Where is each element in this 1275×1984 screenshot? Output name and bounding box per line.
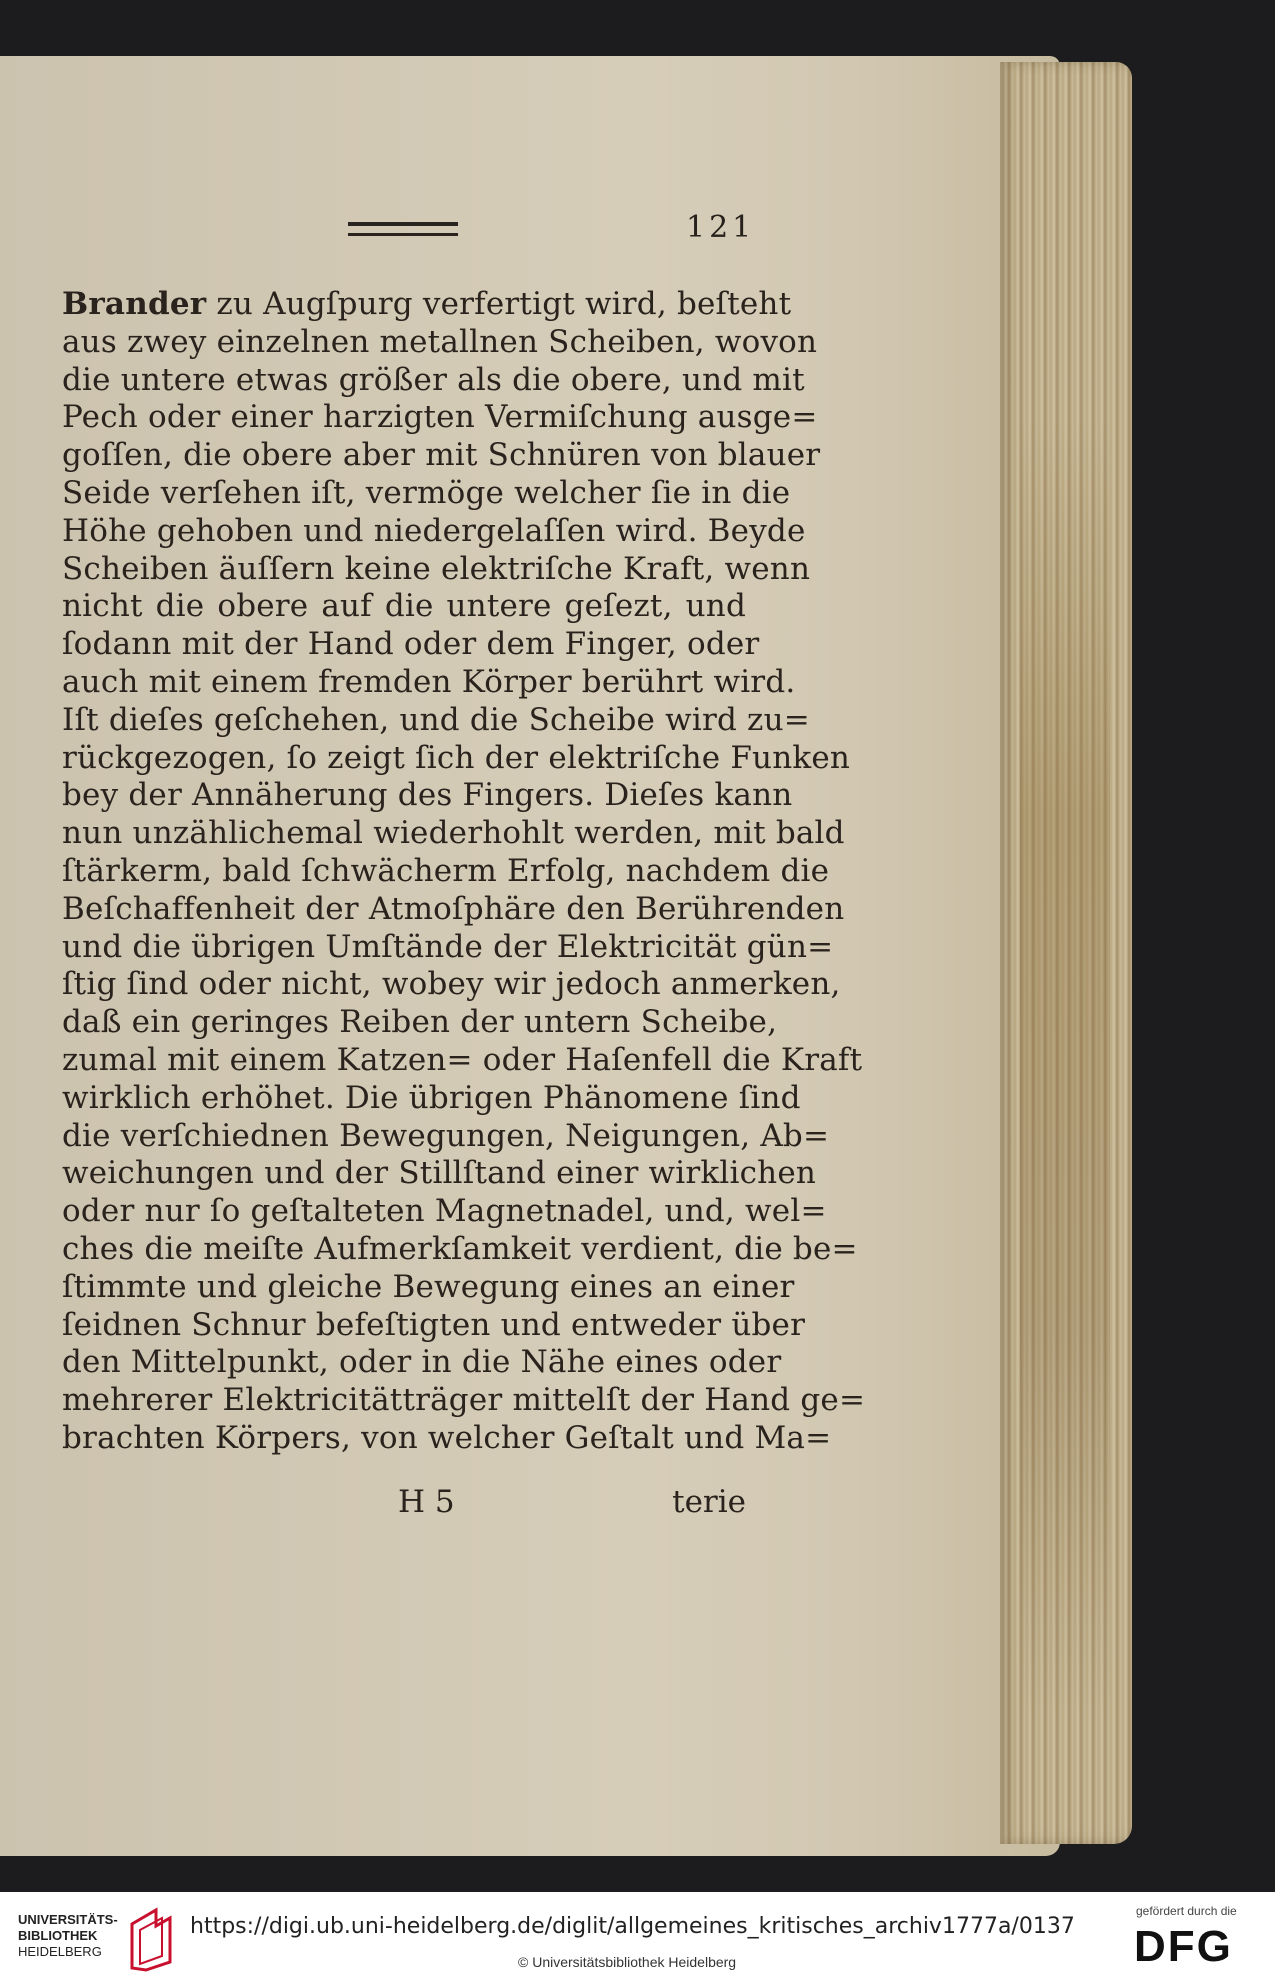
text-line-content: nicht die obere auf die untere geſezt, und	[62, 588, 746, 625]
text-line-content: oder nur ſo geſtalteten Magnetnadel, und, wel=	[62, 1193, 827, 1230]
library-name-line1: UNIVERSITÄTS-	[18, 1912, 118, 1927]
text-line-content: rückgezogen, ſo zeigt ſich der elektriſche Funken	[62, 739, 851, 776]
text-line	[62, 588, 746, 626]
text-line-content: daß ein geringes Reiben der untern Scheibe,	[62, 1004, 778, 1041]
permalink-url[interactable]: https://digi.ub.uni-heidelberg.de/diglit/allgemeines_kritisches_archiv1777a/0137	[190, 1914, 1075, 1939]
text-line	[62, 626, 760, 664]
text-line-content: den Mittelpunkt, oder in die Nähe eines oder	[62, 1344, 782, 1381]
text-line	[62, 1419, 832, 1458]
text-line	[62, 1117, 830, 1156]
page-footer	[62, 1484, 746, 1524]
text-line	[62, 966, 841, 1004]
text-line	[62, 512, 806, 551]
text-line-content: ſeidnen Schnur befeſtigten und entweder über	[62, 1306, 806, 1343]
library-logo-text	[18, 1912, 118, 1960]
text-line-content: zu Augſpurg verfertigt wird, beſteht	[206, 286, 792, 322]
text-line	[62, 1193, 827, 1231]
text-line	[62, 928, 834, 967]
library-logo-icon	[126, 1906, 176, 1972]
text-line-content: Höhe gehoben und niedergelaſſen wird. Beyde	[62, 512, 806, 549]
body-text	[62, 286, 866, 1458]
text-line-content: ſtimmte und gleiche Bewegung eines an einer	[62, 1268, 795, 1305]
text-line-content: Iſt dieſes geſchehen, und die Scheibe wird zu=	[62, 701, 810, 738]
dfg-logo: DFG	[1134, 1922, 1233, 1971]
funded-by-label: gefördert durch die	[1136, 1904, 1237, 1918]
text-line	[62, 1041, 863, 1080]
text-line-content: ſtig ſind oder nicht, wobey wir jedoch anmerken,	[62, 966, 841, 1003]
catchword: terie	[672, 1484, 746, 1520]
text-line	[62, 1344, 782, 1382]
text-line-content: Pech oder einer harzigten Vermiſchung ausge=	[62, 399, 818, 436]
text-line	[62, 1268, 795, 1307]
text-line-content: zumal mit einem Katzen= oder Haſenfell die Kraft	[62, 1041, 863, 1078]
text-line-content: bey der Annäherung des Fingers. Dieſes kann	[62, 777, 793, 814]
text-line	[62, 815, 845, 853]
viewer-footer-bar	[0, 1892, 1275, 1984]
bold-lead-word: Brander	[62, 286, 207, 322]
text-line-content: auch mit einem fremden Körper berührt wird.	[62, 663, 796, 700]
text-line-content: die verſchiednen Bewegungen, Neigungen, Ab=	[62, 1117, 830, 1154]
text-line-content: ſtärkerm, bald ſchwächerm Erfolg, nachdem die	[62, 852, 830, 889]
text-line	[62, 474, 791, 513]
text-line-content: die untere etwas größer als die obere, und mit	[62, 361, 805, 398]
text-line	[62, 550, 811, 589]
text-line-content: Seide verſehen iſt, vermöge welcher ſie in die	[62, 474, 791, 511]
text-line	[62, 1306, 806, 1345]
signature-mark: H 5	[398, 1484, 455, 1520]
text-line-content: ches die meiſte Aufmerkſamkeit verdient, die be=	[62, 1230, 858, 1267]
text-line-content: Beſchaffenheit der Atmoſphäre den Berührenden	[62, 890, 845, 927]
library-name-line3: HEIDELBERG	[18, 1944, 102, 1959]
text-line-content: ſodann mit der Hand oder dem Finger, oder	[62, 626, 760, 663]
copyright-notice: © Universitätsbibliothek Heidelberg	[518, 1954, 737, 1970]
text-line	[62, 739, 851, 778]
text-line	[62, 437, 821, 475]
text-line	[62, 701, 810, 740]
text-line	[62, 399, 818, 437]
text-line-content: mehrerer Elektricitätträger mittelſt der Hand ge=	[62, 1382, 866, 1419]
library-name-line2: BIBLIOTHEK	[18, 1928, 98, 1943]
text-line	[62, 1230, 858, 1269]
text-line	[62, 1004, 778, 1042]
text-line-content: wirklich erhöhet. Die übrigen Phänomene ſind	[62, 1079, 801, 1116]
text-line	[62, 1079, 801, 1118]
text-line	[62, 286, 792, 324]
text-line-content: aus zwey einzelnen metallnen Scheiben, wovon	[62, 323, 818, 360]
text-line	[62, 663, 796, 702]
text-line-content: nun unzählichemal wiederhohlt werden, mit bald	[62, 815, 845, 852]
text-line	[62, 361, 805, 400]
text-line	[62, 890, 845, 929]
text-line-content: goſſen, die obere aber mit Schnüren von blauer	[62, 437, 821, 474]
text-line	[62, 777, 793, 815]
text-line	[62, 852, 830, 891]
text-line-content: Scheiben äuſſern keine elektriſche Kraft, wenn	[62, 550, 811, 587]
text-line-content: weichungen und der Stillſtand einer wirklichen	[62, 1155, 817, 1192]
text-line-content: brachten Körpers, von welcher Geſtalt und Ma=	[62, 1419, 832, 1456]
text-line	[62, 323, 818, 362]
text-line	[62, 1382, 866, 1420]
page-stain	[1020, 420, 1110, 1720]
header-rule	[348, 222, 458, 236]
text-line-content: und die übrigen Umſtände der Elektricität gün=	[62, 928, 834, 965]
text-line	[62, 1155, 817, 1193]
page-number: 121	[686, 210, 756, 245]
